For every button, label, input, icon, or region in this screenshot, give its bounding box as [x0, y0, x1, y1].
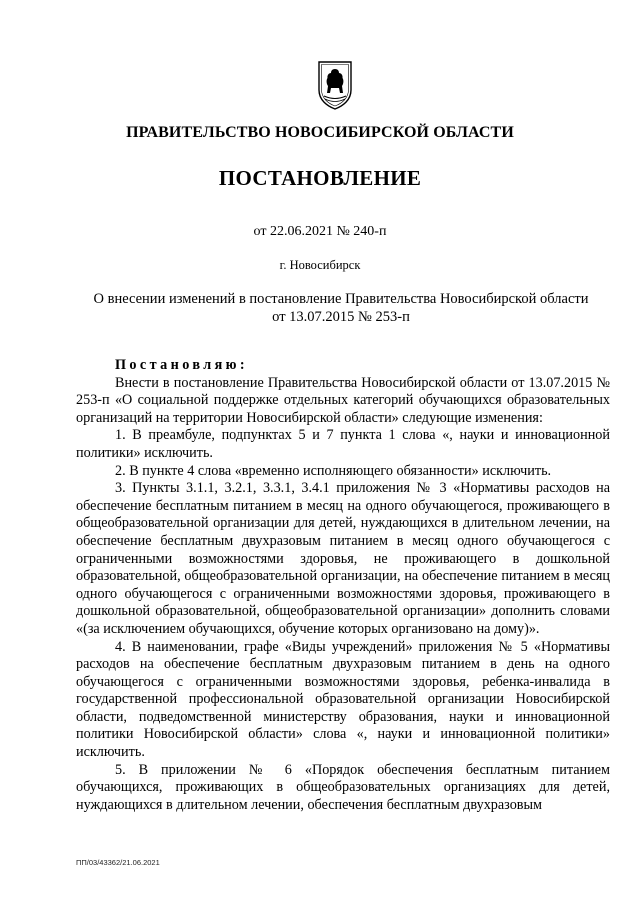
- subject-line-2: от 13.07.2015 № 253-п: [272, 309, 410, 325]
- subject-line-1: О внесении изменений в постановление Правительства Новосибирской области: [93, 291, 589, 307]
- coat-of-arms-icon: [315, 60, 355, 110]
- body-paragraph: 4. В наименовании, графе «Виды учреждений» приложения № 5 «Нормативы расходов на обеспечение бесплатным двухразовым питанием в день на одного обучающегося с ограниченными возможностями здоровья, ребенка-инвалида в государственной профессиональной образовательной организации Новосибирской области, подведомственной министерству образования, науки и инновационной политики Новосибирской области» слова «, науки и инновационной политики» исключить.: [76, 638, 610, 761]
- body-paragraph: Внести в постановление Правительства Новосибирской области от 13.07.2015 № 253-п «О социальной поддержке отдельных категорий обучающихся образовательных организаций на территории Новосибирской области» следующие изменения:: [76, 374, 610, 426]
- body-paragraph: 1. В преамбуле, подпунктах 5 и 7 пункта 1 слова «, науки и инновационной политики» исключить.: [76, 427, 610, 461]
- decree-heading: Постановляю:: [115, 357, 249, 373]
- body-paragraph: 3. Пункты 3.1.1, 3.2.1, 3.3.1, 3.4.1 приложения № 3 «Нормативы расходов на обеспечение бесплатным питанием в месяц на одного обучающегося, проживающего в общеобразовательной организации для детей, нуждающихся в длительном лечении, на обеспечение бесплатным двухразовым питанием в месяц одного обучающегося с ограниченными возможностями здоровья, не проживающего в дошкольной образовательной, общеобразовательной организации, на обеспечение питанием в месяц одного обучающегося с ограниченными возможностями здоровья, проживающего в дошкольной образовательной, общеобразовательной организации» дополнить словами «(за исключением обучающихся, обучение которых организовано на дому)».: [76, 480, 610, 637]
- government-name: ПРАВИТЕЛЬСТВО НОВОСИБИРСКОЙ ОБЛАСТИ: [126, 124, 514, 141]
- document-footer-code: ПП/03/43362/21.06.2021: [76, 858, 160, 867]
- document-date-number: от 22.06.2021 № 240-п: [253, 224, 387, 239]
- document-subject: [82, 290, 600, 326]
- document-body: [76, 357, 610, 814]
- body-paragraph: 2. В пункте 4 слова «временно исполняющего обязанности» исключить.: [115, 462, 552, 479]
- document-city: г. Новосибирск: [279, 258, 361, 272]
- document-type-title: ПОСТАНОВЛЕНИЕ: [218, 166, 422, 190]
- body-paragraph: 5. В приложении № 6 «Порядок обеспечения бесплатным питанием обучающихся, проживающих в общеобразовательных организациях для детей, нуждающихся в длительном лечении, обеспечения бесплатным двухразовым: [76, 761, 610, 813]
